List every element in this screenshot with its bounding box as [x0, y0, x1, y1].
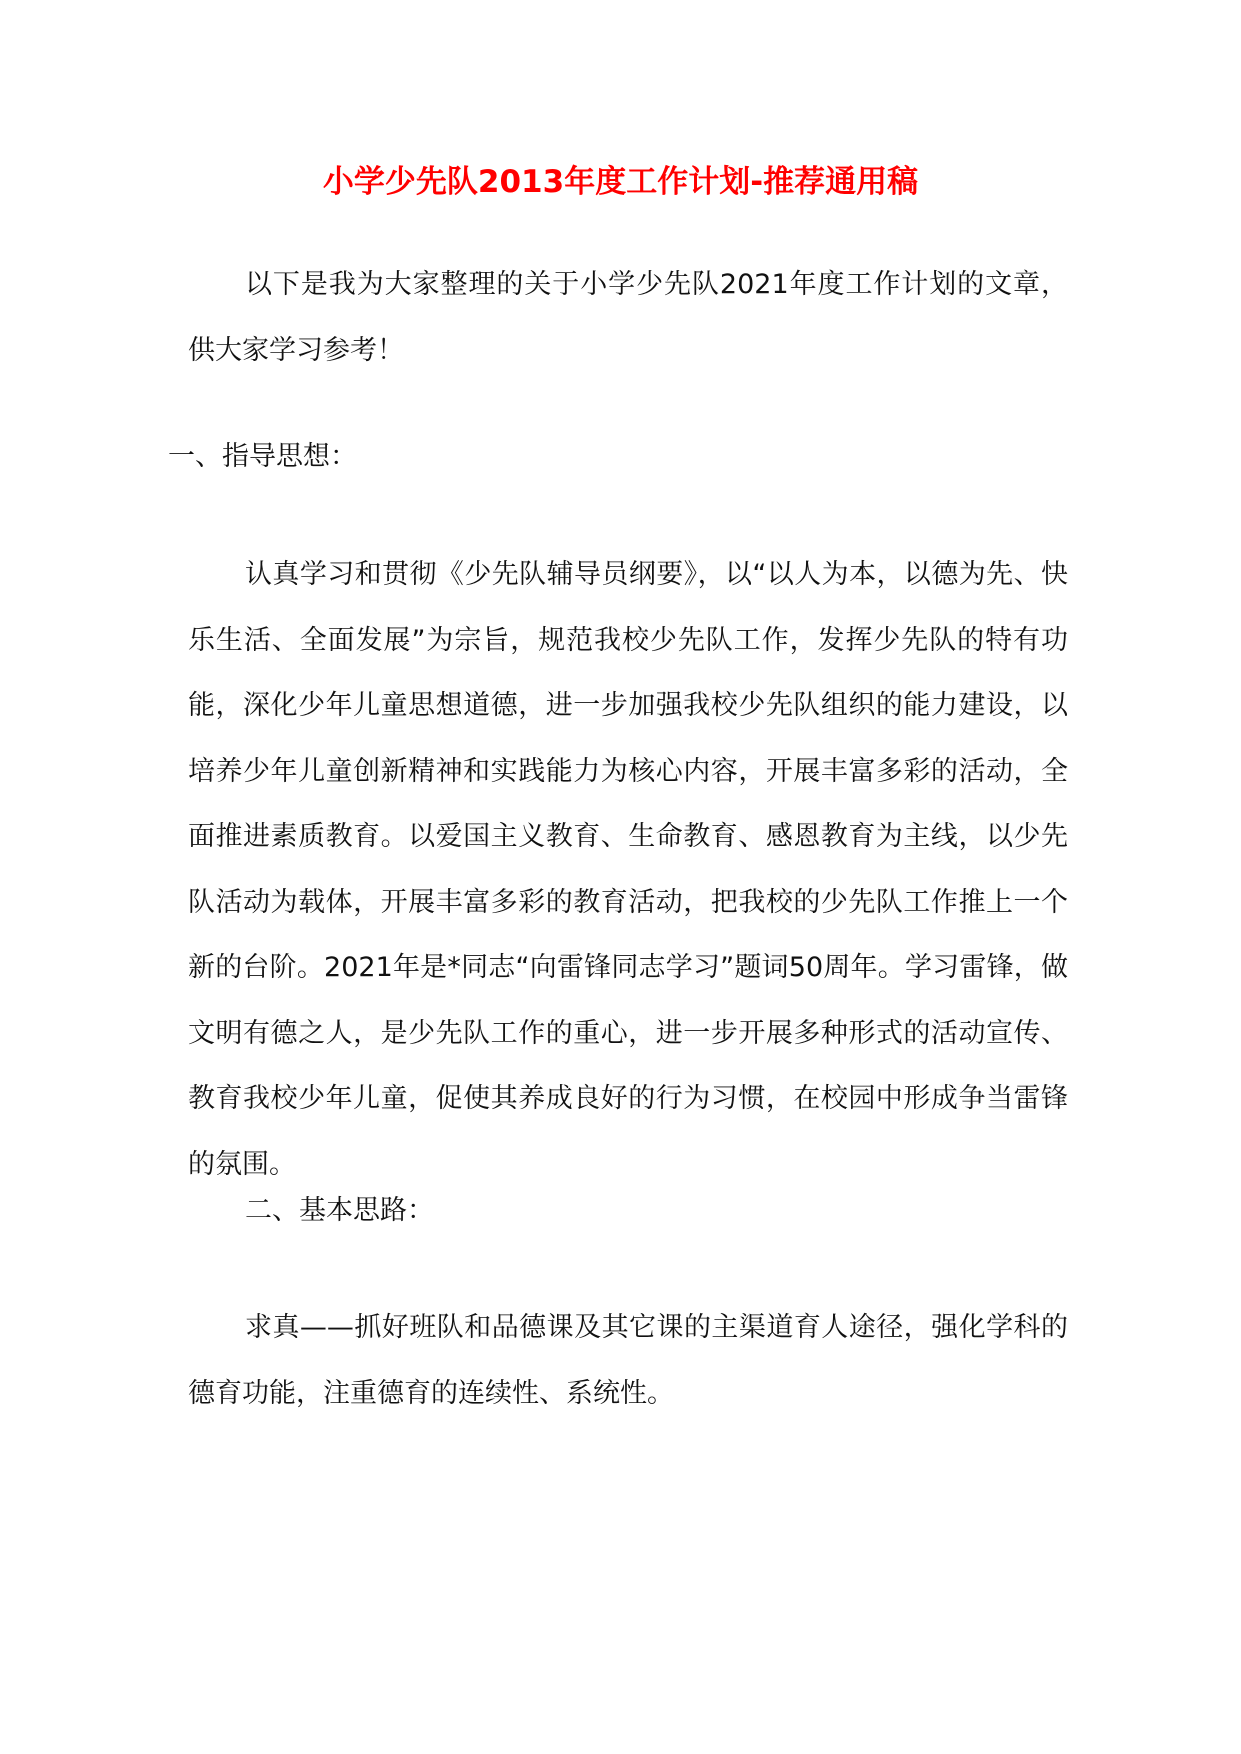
section-2-heading: 二、基本思路：: [245, 1195, 434, 1226]
section-2-body: 求真——抓好班队和品德课及其它课的主渠道育人途径，强化学科的德育功能，注重德育的连续性、系统性。: [188, 1312, 1068, 1409]
section-1-body: 认真学习和贯彻《少先队辅导员纲要》，以“以人为本，以德为先、快乐生活、全面发展”为宗旨，规范我校少先队工作，发挥少先队的特有功能，深化少年儿童思想道德，进一步加强我校少先队组织的能力建设，以培养少年儿童创新精神和实践能力为核心内容，开展丰富多彩的活动，全面推进素质教育。以爱国主义教育、生命教育、感恩教育为主线，以少先队活动为载体，开展丰富多彩的教育活动，把我校的少先队工作推上一个新的台阶。2021年是*同志“向雷锋同志学习”题词50周年。学习雷锋，做文明有德之人，是少先队工作的重心，进一步开展多种形式的活动宣传、教育我校少年儿童，促使其养成良好的行为习惯，在校园中形成争当雷锋的氛围。: [188, 559, 1068, 1180]
intro-paragraph: 以下是我为大家整理的关于小学少先队2021年度工作计划的文章，供大家学习参考！: [188, 269, 1068, 366]
document-title: 小学少先队2013年度工作计划-推荐通用稿: [322, 164, 919, 200]
section-1-heading: 一、指导思想：: [168, 441, 357, 472]
